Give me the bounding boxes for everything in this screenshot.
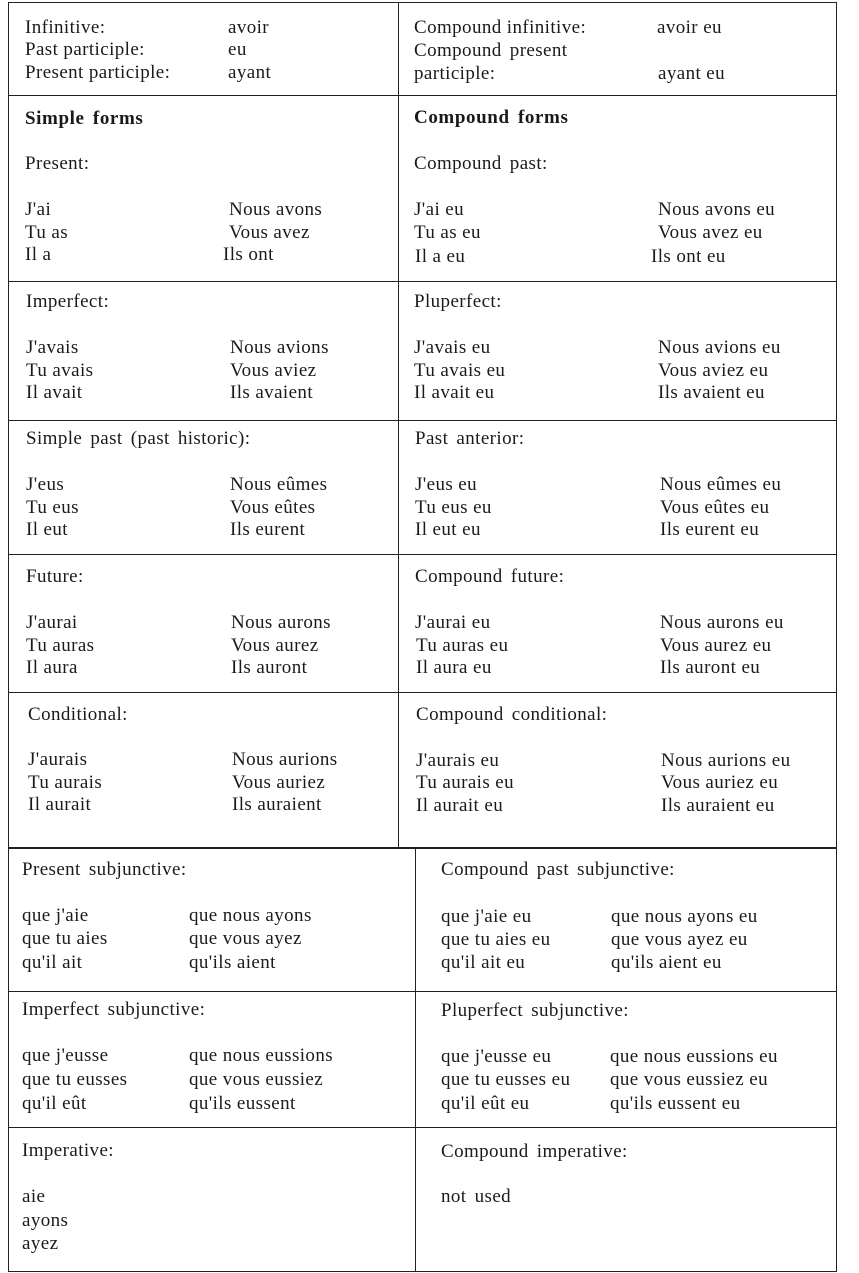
compound-future-label: Compound future: [415, 566, 565, 587]
conjugation-form: Ils eurent eu [660, 519, 760, 540]
conjugation-form: Nous eûmes [230, 474, 328, 495]
conjugation-form: que tu aies eu [441, 929, 551, 950]
compound-present-label: Compound present [414, 40, 568, 61]
lower-column-divider [415, 848, 416, 1272]
compound-past-subjunctive-label: Compound past subjunctive: [441, 859, 675, 880]
conjugation-form: qu'il eût [22, 1093, 87, 1114]
conjugation-form: J'avais eu [414, 337, 491, 358]
conjugation-form: Vous eûtes [230, 497, 316, 518]
conjugation-form: J'avais [26, 337, 79, 358]
conjugation-form: que vous eussiez [189, 1069, 324, 1090]
conjugation-form: Ils eurent [230, 519, 306, 540]
row-divider [8, 281, 837, 282]
conjugation-form: J'aurais eu [416, 750, 500, 771]
conjugation-form: Il aura [26, 657, 78, 678]
conjugation-form: que tu aies [22, 928, 108, 949]
infinitive-value: avoir [228, 17, 270, 38]
present-subjunctive-label: Present subjunctive: [22, 859, 187, 880]
conjugation-form: Tu aurais [28, 772, 103, 793]
conjugation-form: que vous ayez [189, 928, 302, 949]
conditional-label: Conditional: [28, 704, 128, 725]
conjugation-form: Nous avons eu [658, 199, 776, 220]
row-divider [8, 554, 837, 555]
upper-column-divider [398, 2, 399, 848]
conjugation-form: Ils ont [223, 244, 274, 265]
conjugation-form: que vous eussiez eu [610, 1069, 768, 1090]
conjugation-form: Tu aurais eu [416, 772, 515, 793]
compound-forms-heading: Compound forms [414, 107, 569, 128]
conjugation-form: Nous avons [229, 199, 323, 220]
conjugation-form: Tu as [25, 222, 69, 243]
conjugation-form: Vous aviez [230, 360, 317, 381]
conjugation-form: Il a [25, 244, 52, 265]
conjugation-form: J'aurai [26, 612, 78, 633]
pluperfect-subjunctive-label: Pluperfect subjunctive: [441, 1000, 629, 1021]
conjugation-form: Nous aurons [231, 612, 331, 633]
conjugation-form: qu'ils aient eu [611, 952, 722, 973]
compound-present-participle-value: ayant eu [658, 63, 726, 84]
row-divider [8, 420, 837, 421]
conjugation-form: Vous auriez [232, 772, 326, 793]
past-participle-value: eu [228, 39, 247, 60]
simple-forms-heading: Simple forms [25, 108, 144, 129]
conjugation-form: que j'aie [22, 905, 89, 926]
conjugation-form: Vous auriez eu [661, 772, 779, 793]
conjugation-form: Ils avaient [230, 382, 314, 403]
past-participle-label: Past participle: [25, 39, 145, 60]
conjugation-form: Vous avez [229, 222, 310, 243]
conjugation-form: Il aurait [28, 794, 92, 815]
conjugation-form: J'aurai eu [415, 612, 491, 633]
conjugation-form: Ils auront eu [660, 657, 761, 678]
conjugation-form: que tu eusses [22, 1069, 128, 1090]
conjugation-form: ayons [22, 1210, 69, 1231]
conjugation-form: Vous avez eu [658, 222, 763, 243]
past-anterior-label: Past anterior: [415, 428, 525, 449]
conjugation-form: Nous avions eu [658, 337, 781, 358]
imperfect-label: Imperfect: [26, 291, 110, 312]
conjugation-form: Tu auras [26, 635, 95, 656]
conjugation-form: Tu avais eu [414, 360, 506, 381]
conjugation-form: Il avait [26, 382, 83, 403]
compound-conditional-label: Compound conditional: [416, 704, 608, 725]
conjugation-form: Ils auront [231, 657, 308, 678]
present-participle-value: ayant [228, 62, 272, 83]
conjugation-form: Ils auraient eu [661, 795, 775, 816]
row-divider [8, 692, 837, 693]
present-label: Present: [25, 153, 90, 174]
conjugation-form: ayez [22, 1233, 59, 1254]
conjugation-form: J'ai eu [414, 199, 465, 220]
compound-infinitive-value: avoir eu [657, 17, 722, 38]
conjugation-form: Il aurait eu [416, 795, 504, 816]
conjugation-form: Tu auras eu [416, 635, 509, 656]
conjugation-form: qu'il eût eu [441, 1093, 530, 1114]
conjugation-form: qu'ils eussent [189, 1093, 296, 1114]
conjugation-form: Il aura eu [416, 657, 492, 678]
conjugation-form: J'eus [26, 474, 65, 495]
compound-imperative-value: not used [441, 1186, 512, 1207]
conjugation-form: Vous aviez eu [658, 360, 769, 381]
compound-past-label: Compound past: [414, 153, 548, 174]
conjugation-form: Tu eus eu [415, 497, 492, 518]
conjugation-form: Tu eus [26, 497, 79, 518]
conjugation-form: Vous eûtes eu [660, 497, 770, 518]
present-participle-label: Present participle: [25, 62, 171, 83]
conjugation-form: que nous eussions eu [610, 1046, 778, 1067]
conjugation-form: Nous aurions eu [661, 750, 791, 771]
conjugation-form: qu'il ait [22, 952, 83, 973]
conjugation-form: que j'eusse eu [441, 1046, 552, 1067]
conjugation-form: Nous aurons eu [660, 612, 784, 633]
infinitive-label: Infinitive: [25, 17, 106, 38]
conjugation-form: que vous ayez eu [611, 929, 748, 950]
conjugation-form: qu'il ait eu [441, 952, 526, 973]
conjugation-form: Il eut [26, 519, 68, 540]
conjugation-form: Il avait eu [414, 382, 495, 403]
conjugation-form: Ils ont eu [651, 246, 726, 267]
future-label: Future: [26, 566, 84, 587]
conjugation-form: que tu eusses eu [441, 1069, 571, 1090]
conjugation-form: Il a eu [415, 246, 466, 267]
imperative-label: Imperative: [22, 1140, 114, 1161]
row-divider [8, 95, 837, 96]
compound-imperative-label: Compound imperative: [441, 1141, 628, 1162]
conjugation-form: Ils avaient eu [658, 382, 765, 403]
pluperfect-label: Pluperfect: [414, 291, 502, 312]
row-divider [8, 1127, 837, 1128]
conjugation-form: Vous aurez [231, 635, 319, 656]
imperfect-subjunctive-label: Imperfect subjunctive: [22, 999, 206, 1020]
conjugation-form: Nous eûmes eu [660, 474, 782, 495]
conjugation-form: J'ai [25, 199, 52, 220]
conjugation-form: que nous ayons [189, 905, 312, 926]
conjugation-form: Vous aurez eu [660, 635, 772, 656]
conjugation-form: Tu as eu [414, 222, 481, 243]
compound-infinitive-label: Compound infinitive: [414, 17, 587, 38]
simple-past-label: Simple past (past historic): [26, 428, 251, 449]
conjugation-form: aie [22, 1186, 46, 1207]
conjugation-form: qu'ils aient [189, 952, 276, 973]
conjugation-form: que nous eussions [189, 1045, 334, 1066]
conjugation-form: Tu avais [26, 360, 94, 381]
conjugation-form: J'eus eu [415, 474, 478, 495]
conjugation-form: Nous aurions [232, 749, 338, 770]
conjugation-form: que j'eusse [22, 1045, 109, 1066]
conjugation-form: Nous avions [230, 337, 329, 358]
conjugation-form: Ils auraient [232, 794, 322, 815]
conjugation-form: J'aurais [28, 749, 88, 770]
conjugation-form: Il eut eu [415, 519, 481, 540]
conjugation-form: que j'aie eu [441, 906, 532, 927]
participle-label: participle: [414, 63, 496, 84]
row-divider [8, 991, 837, 992]
conjugation-form: qu'ils eussent eu [610, 1093, 741, 1114]
conjugation-form: que nous ayons eu [611, 906, 758, 927]
